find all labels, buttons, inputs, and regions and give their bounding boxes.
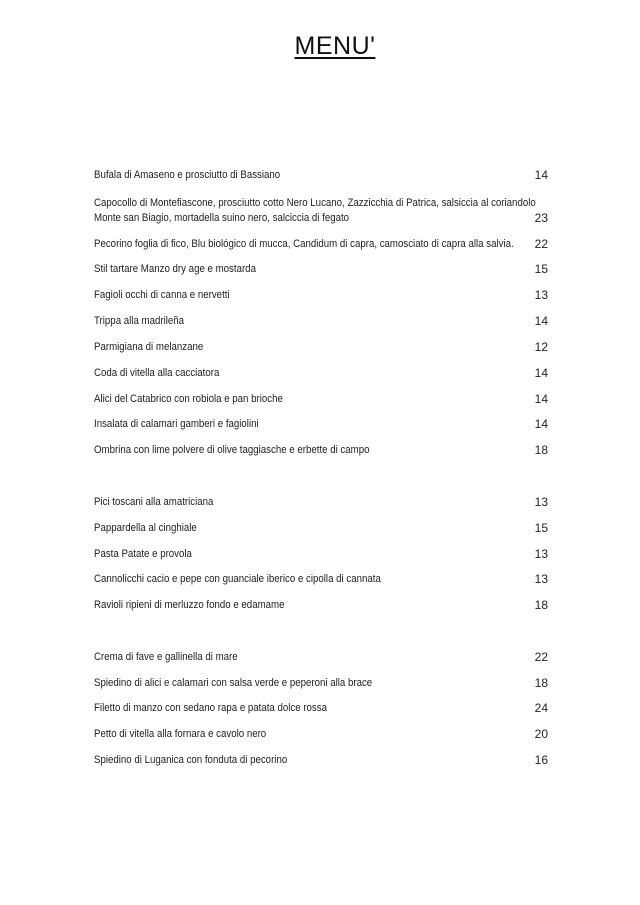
menu-item (94, 650, 548, 665)
item-price: 14 (534, 366, 548, 380)
item-name: Coda di vitella alla cacciatora (94, 367, 220, 379)
item-price: 14 (534, 417, 548, 431)
item-name: Fagioli occhi di canna e nervetti (94, 289, 230, 301)
menu-item (94, 168, 548, 183)
menu-item (94, 314, 548, 329)
item-price: 18 (534, 676, 548, 690)
menu-item (94, 392, 548, 407)
item-name: Petto di vitella alla fornara e cavolo nero (94, 728, 267, 740)
item-price: 13 (534, 572, 548, 586)
menu-item (94, 521, 548, 536)
item-price: 15 (534, 521, 548, 535)
item-price: 18 (534, 443, 548, 457)
item-name: Filetto di manzo con sedano rapa e patata dolce rossa (94, 702, 328, 714)
item-price: 13 (534, 495, 548, 509)
item-price: 16 (534, 753, 548, 767)
item-price: 15 (534, 262, 548, 276)
menu-item (94, 340, 548, 355)
item-price: 14 (534, 314, 548, 328)
menu-item (94, 366, 548, 381)
menu-item (94, 701, 548, 716)
item-name: Pecorino foglia di fico, Blu biológico di mucca, Candidum di capra, camosciato di capra alla salvia. (94, 238, 514, 250)
item-name-line2: Monte san Biagio, mortadella suino nero, salciccia di fegato (94, 212, 350, 224)
item-name: Spiedino di alici e calamari con salsa verde e peperoni alla brace (94, 677, 373, 689)
item-name: Ombrina con lime polvere di olive taggiasche e erbette di campo (94, 444, 370, 456)
menu-item (94, 727, 548, 742)
item-name: Trippa alla madrileña (94, 315, 185, 327)
item-price: 14 (534, 392, 548, 406)
item-price: 13 (534, 547, 548, 561)
item-price: 18 (534, 598, 548, 612)
item-price: 23 (534, 211, 548, 225)
item-name: Capocollo di Montefiascone, prosciutto cotto Nero Lucano, Zazzicchia di Patrica, salsiccia al coriandolo (94, 197, 536, 209)
item-name: Parmigiana di melanzane (94, 341, 204, 353)
menu-item (94, 196, 548, 226)
item-name: Cannolicchi cacio e pepe con guanciale iberico e cipolla di cannata (94, 573, 381, 585)
item-price: 20 (534, 727, 548, 741)
item-name: Stil tartare Manzo dry age e mostarda (94, 263, 256, 275)
item-name: Spiedino di Luganica con fonduta di pecorino (94, 754, 288, 766)
item-name: Pasta Patate e provola (94, 548, 192, 560)
item-name: Bufala di Amaseno e prosciutto di Bassiano (94, 169, 281, 181)
menu-item (94, 443, 548, 458)
menu-item (94, 237, 548, 252)
menu-item (94, 547, 548, 562)
item-name: Ravioli ripieni di merluzzo fondo e edamame (94, 599, 285, 611)
item-price: 13 (534, 288, 548, 302)
item-name: Insalata di calamari gamberi e fagiolini (94, 418, 259, 430)
item-name: Pappardella al cinghiale (94, 522, 197, 534)
menu-item (94, 572, 548, 587)
menu-item (94, 598, 548, 613)
item-price: 14 (534, 168, 548, 182)
menu-title: MENU' (294, 32, 376, 60)
menu-item (94, 676, 548, 691)
item-name: Alici del Catabrico con robiola e pan brioche (94, 393, 283, 405)
item-name: Crema di fave e gallinella di mare (94, 651, 238, 663)
menu-item (94, 262, 548, 277)
item-name: Pici toscani alla amatriciana (94, 496, 214, 508)
item-price: 12 (534, 340, 548, 354)
menu-item (94, 288, 548, 303)
item-price: 22 (534, 237, 548, 251)
menu-item (94, 417, 548, 432)
item-price: 22 (534, 650, 548, 664)
item-price: 24 (534, 701, 548, 715)
menu-item (94, 495, 548, 510)
menu-item (94, 753, 548, 768)
